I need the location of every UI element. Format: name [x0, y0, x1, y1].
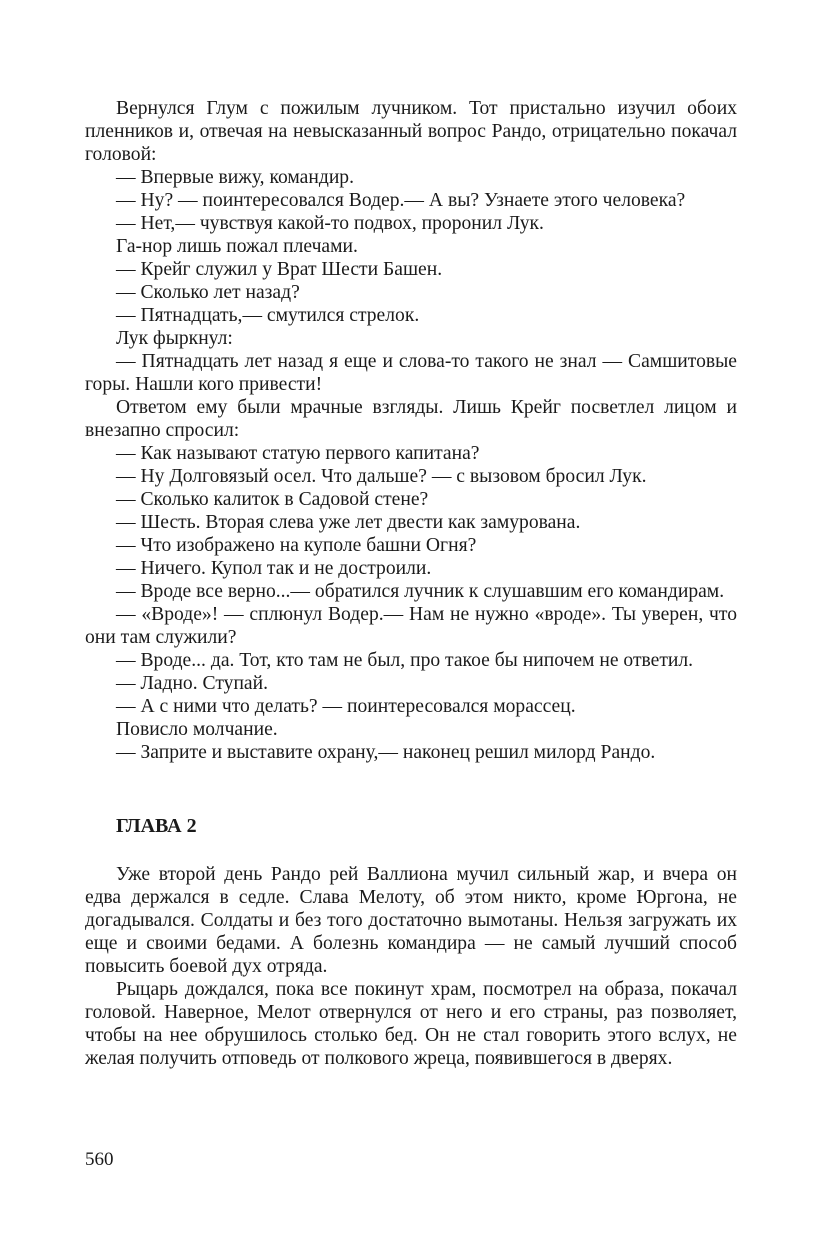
dialogue-line: — Ничего. Купол так и не достроили. — [116, 558, 432, 579]
paragraph: Повисло молчание. — [116, 719, 278, 740]
paragraph: Га-нор лишь пожал плечами. — [116, 236, 358, 257]
page-body — [85, 97, 737, 1070]
dialogue-line: — Нет,— чувствуя какой-то подвох, проронил Лук. — [116, 213, 544, 234]
dialogue-line: — Вроде все верно...— обратился лучник к слушавшим его командирам. — [116, 581, 725, 602]
dialogue-line: — Как называют статую первого капитана? — [116, 443, 480, 464]
dialogue-line: — Пятнадцать,— смутился стрелок. — [116, 305, 420, 326]
paragraph: Рыцарь дождался, пока все покинут храм, посмотрел на образа, покачал головой. Наверное, Мелот отвернулся от него и его страны, раз позволяет, чтобы на нее обрушилось столько бед. Он не стал говорить этого вслух, не желая получить отповедь от полкового жреца, появившегося в дверях. — [85, 979, 737, 1069]
dialogue-line: — Ну Долговязый осел. Что дальше? — с вызовом бросил Лук. — [116, 466, 647, 487]
dialogue-line: — Заприте и выставите охрану,— наконец решил милорд Рандо. — [116, 742, 656, 763]
paragraph: Лук фыркнул: — [116, 328, 233, 349]
dialogue-line: — А с ними что делать? — поинтересовался морассец. — [116, 696, 576, 717]
text-section-2 — [85, 863, 737, 1070]
paragraph: Ответом ему были мрачные взгляды. Лишь Крейг посветлел лицом и внезапно спросил: — [85, 397, 737, 441]
paragraph: Уже второй день Рандо рей Валлиона мучил сильный жар, и вчера он едва держался в седле. Слава Мелоту, об этом никто, кроме Юргона, не догадывался. Солдаты и без того достаточно вымотаны. Нельзя загружать их еще и своими бедами. А болезнь командира — не самый лучший способ повысить боевой дух отряда. — [85, 864, 737, 977]
paragraph: Вернулся Глум с пожилым лучником. Тот пристально изучил обоих пленников и, отвечая на невысказанный вопрос Рандо, отрицательно покачал головой: — [85, 98, 737, 165]
dialogue-line: — Сколько лет назад? — [116, 282, 300, 303]
dialogue-line: — «Вроде»! — сплюнул Водер.— Нам не нужно «вроде». Ты уверен, что они там служили? — [85, 604, 737, 648]
page-number: 560 — [85, 1149, 114, 1170]
dialogue-line: — Шесть. Вторая слева уже лет двести как замурована. — [116, 512, 581, 533]
dialogue-line: — Сколько калиток в Садовой стене? — [116, 489, 429, 510]
chapter-heading: ГЛАВА 2 — [116, 815, 197, 837]
dialogue-line: — Крейг служил у Врат Шести Башен. — [116, 259, 443, 280]
text-section-1 — [85, 97, 737, 764]
dialogue-line: — Впервые вижу, командир. — [116, 167, 355, 188]
dialogue-line: — Ладно. Ступай. — [116, 673, 269, 694]
dialogue-line: — Вроде... да. Тот, кто там не был, про такое бы нипочем не ответил. — [116, 650, 694, 671]
dialogue-line: — Ну? — поинтересовался Водер.— А вы? Узнаете этого человека? — [116, 190, 686, 211]
dialogue-line: — Что изображено на куполе башни Огня? — [116, 535, 477, 556]
dialogue-line: — Пятнадцать лет назад я еще и слова-то такого не знал — Самшитовые горы. Нашли кого привести! — [85, 351, 737, 395]
